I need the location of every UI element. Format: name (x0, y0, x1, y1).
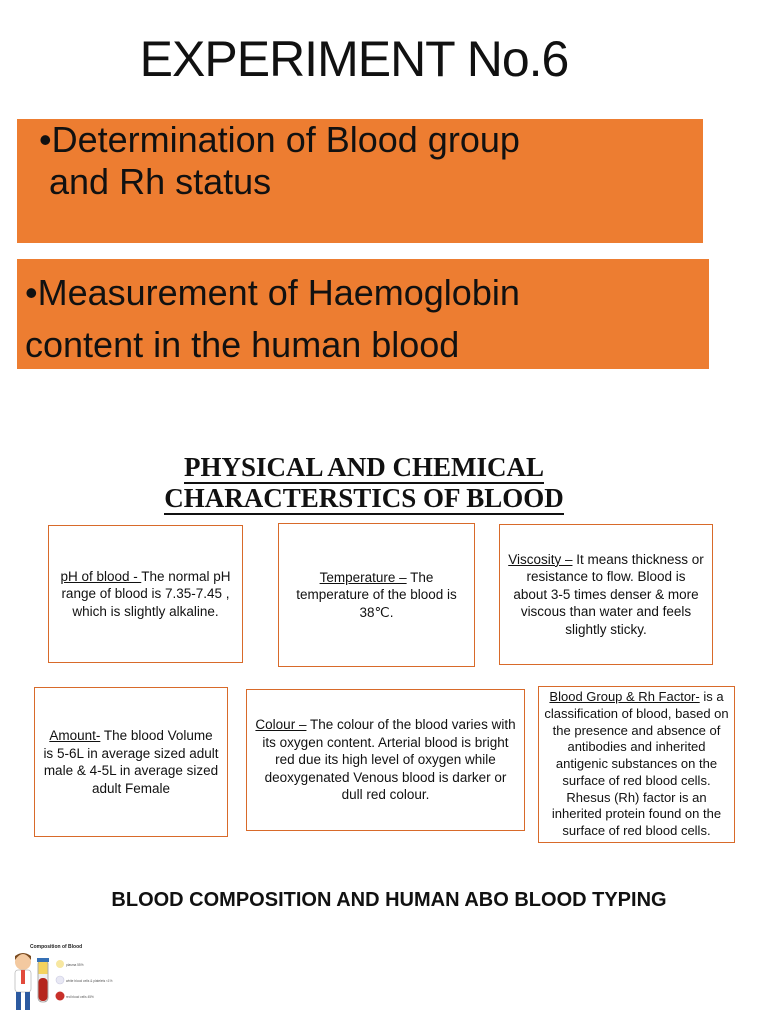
card-text: The colour of the blood varies with its oxygen content. Arterial blood is bright red due its high level of oxygen while deoxygenated Venous blood is darker or dull red colour. (262, 717, 516, 803)
card-text: The blood Volume is 5-6L in average sized adult male & 4-5L in average sized adult Female (43, 728, 219, 796)
section-heading (0, 452, 728, 514)
card-text: The normal pH range of blood is 7.35-7.45 , which is slightly alkaline. (61, 568, 231, 619)
banner-line: and Rh status (39, 161, 272, 202)
card-term: Temperature – (319, 569, 407, 585)
thumbnail-title: Composition of Blood (30, 944, 83, 950)
page-title: EXPERIMENT No.6 (139, 31, 569, 87)
card-term: Viscosity – (508, 551, 573, 567)
banner-line: •Determination of Blood group (39, 119, 520, 160)
thumbnail-label: white blood cells & platelets <1% (66, 979, 113, 983)
section-heading-line: PHYSICAL AND CHEMICAL (183, 452, 545, 482)
card-temperature (278, 523, 475, 667)
card-term: Blood Group & Rh Factor- (549, 689, 700, 705)
banner-blood-group (17, 119, 703, 243)
banner-line: content in the human blood (25, 324, 460, 365)
blood-composition-thumbnail (8, 940, 113, 1018)
banner-line: •Measurement of Haemoglobin (25, 272, 520, 313)
card-colour (246, 689, 525, 831)
card-ph (48, 525, 243, 663)
section-heading-line: CHARACTERSTICS OF BLOOD (164, 483, 564, 513)
white-cells-icon (56, 976, 64, 984)
card-text: is a classification of blood, based on the presence and absence of antibodies and inherited antigenic substances on the surface of red blood cells. Rhesus (Rh) factor is an inherited protein found on the surface of red blood cells. (544, 689, 729, 838)
red-cells-icon (56, 992, 65, 1001)
card-term: pH of blood - (60, 568, 142, 584)
card-term: Amount- (49, 728, 101, 743)
card-viscosity (499, 524, 713, 665)
card-text: It means thickness or resistance to flow. Blood is about 3-5 times denser & more viscous than water and feels slightly sticky. (513, 551, 704, 637)
plasma-icon (56, 960, 64, 968)
doctor-figure-icon (15, 953, 31, 1010)
thumbnail-label: red blood cells 45% (66, 995, 94, 999)
card-amount (34, 687, 228, 837)
thumbnail-label: plasma 55% (66, 963, 84, 967)
composition-heading: BLOOD COMPOSITION AND HUMAN ABO BLOOD TYPING (111, 889, 667, 911)
card-term: Colour – (255, 717, 307, 733)
banner-haemoglobin (17, 259, 709, 369)
test-tube-icon (37, 958, 49, 1002)
card-text: The temperature of the blood is 38℃. (296, 569, 457, 620)
card-blood-group-rh (538, 686, 735, 843)
